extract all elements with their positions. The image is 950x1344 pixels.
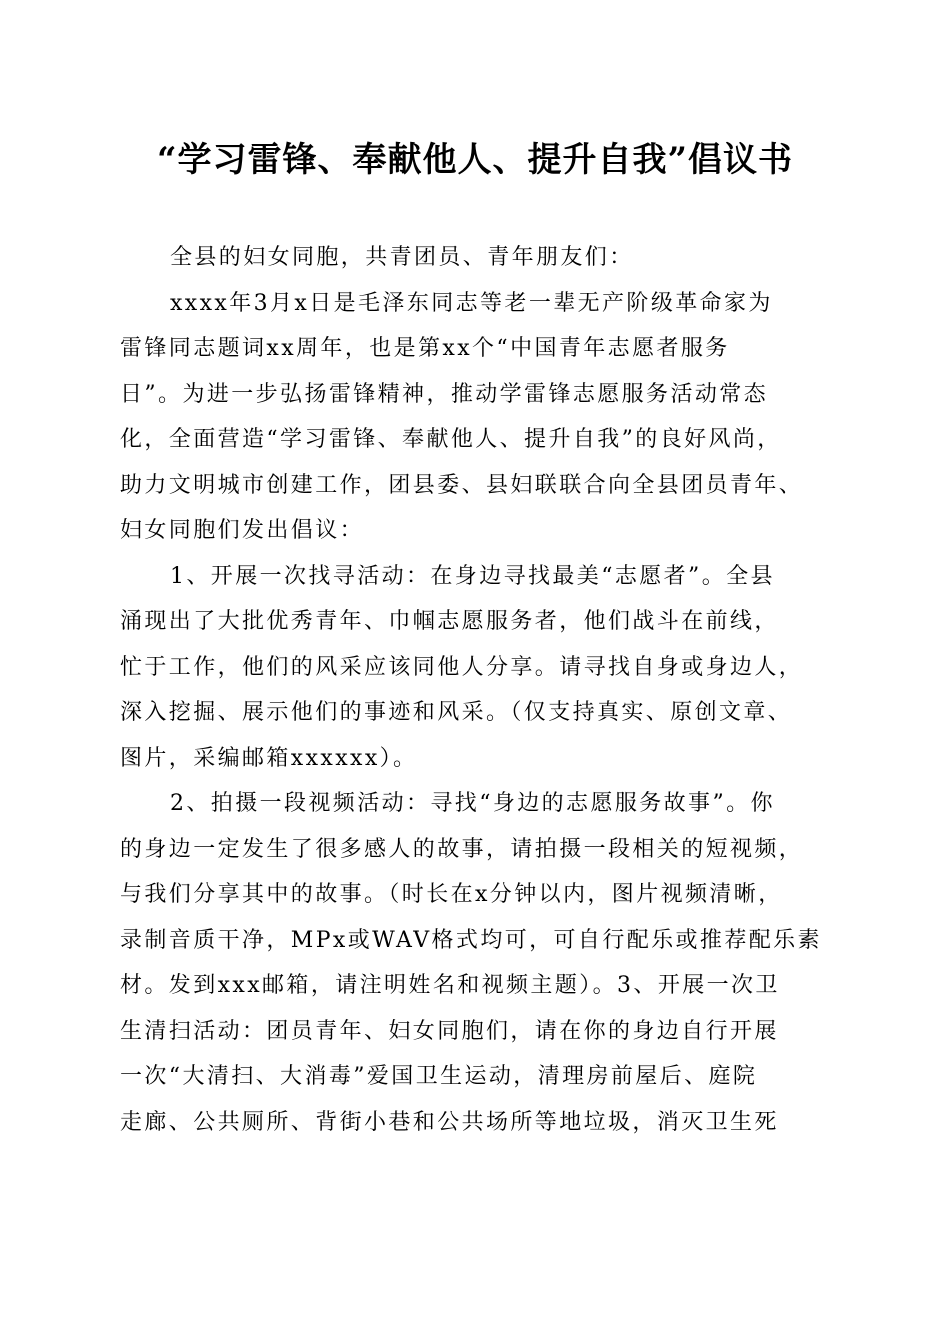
paragraph-line: 妇女同胞们发出倡议：	[120, 518, 365, 543]
salutation-line: 全县的妇女同胞，共青团员、青年朋友们：	[170, 245, 634, 270]
paragraph-line: 雷锋同志题词xx周年，也是第xx个“中国青年志愿者服务	[120, 336, 730, 361]
paragraph-line: 助力文明城市创建工作，团县委、县妇联联合向全县团员青年、	[120, 472, 804, 498]
paragraph-line: 录制音质干净，MPx或WAV格式均可，可自行配乐或推荐配乐素	[120, 927, 822, 953]
paragraph-line: 的身边一定发生了很多感人的故事，请拍摄一段相关的短视频，	[120, 836, 804, 862]
paragraph-line: 材。发到xxx邮箱，请注明姓名和视频主题）。3、开展一次卫	[120, 973, 780, 998]
paragraph-line: 深入挖掘、展示他们的事迹和风采。（仅支持真实、原创文章、	[120, 700, 793, 725]
paragraph-line: 一次“大清扫、大消毒”爱国卫生运动，清理房前屋后、庭院	[120, 1064, 758, 1089]
document-body	[120, 235, 832, 1145]
paragraph-line: 化，全面营造“学习雷锋、奉献他人、提升自我”的良好风尚，	[120, 427, 782, 452]
paragraph-line: 2、拍摄一段视频活动：寻找“身边的志愿服务故事”。你	[170, 791, 775, 816]
document-title: “学习雷锋、奉献他人、提升自我”倡议书	[156, 140, 794, 180]
paragraph-line: 走廊、公共厕所、背街小巷和公共场所等地垃圾，消灭卫生死	[120, 1109, 779, 1135]
paragraph-line: 生清扫活动：团员青年、妇女同胞们，请在你的身边自行开展	[120, 1018, 779, 1044]
paragraph-line: 与我们分享其中的故事。（时长在x分钟以内，图片视频清晰，	[120, 882, 783, 907]
paragraph-line: 忙于工作，他们的风采应该同他人分享。请寻找自身或身边人，	[120, 654, 804, 680]
paragraph-line: 1、开展一次找寻活动：在身边寻找最美“志愿者”。全县	[170, 563, 775, 589]
paragraph-line: 日”。为进一步弘扬雷锋精神，推动学雷锋志愿服务活动常态	[120, 381, 769, 407]
paragraph-line: 图片，采编邮箱xxxxxx）。	[120, 745, 418, 771]
paragraph-line: 涌现出了大批优秀青年、巾帼志愿服务者，他们战斗在前线，	[120, 609, 779, 634]
paragraph-line: xxxx年3月x日是毛泽东同志等老一辈无产阶级革命家为	[170, 290, 773, 316]
